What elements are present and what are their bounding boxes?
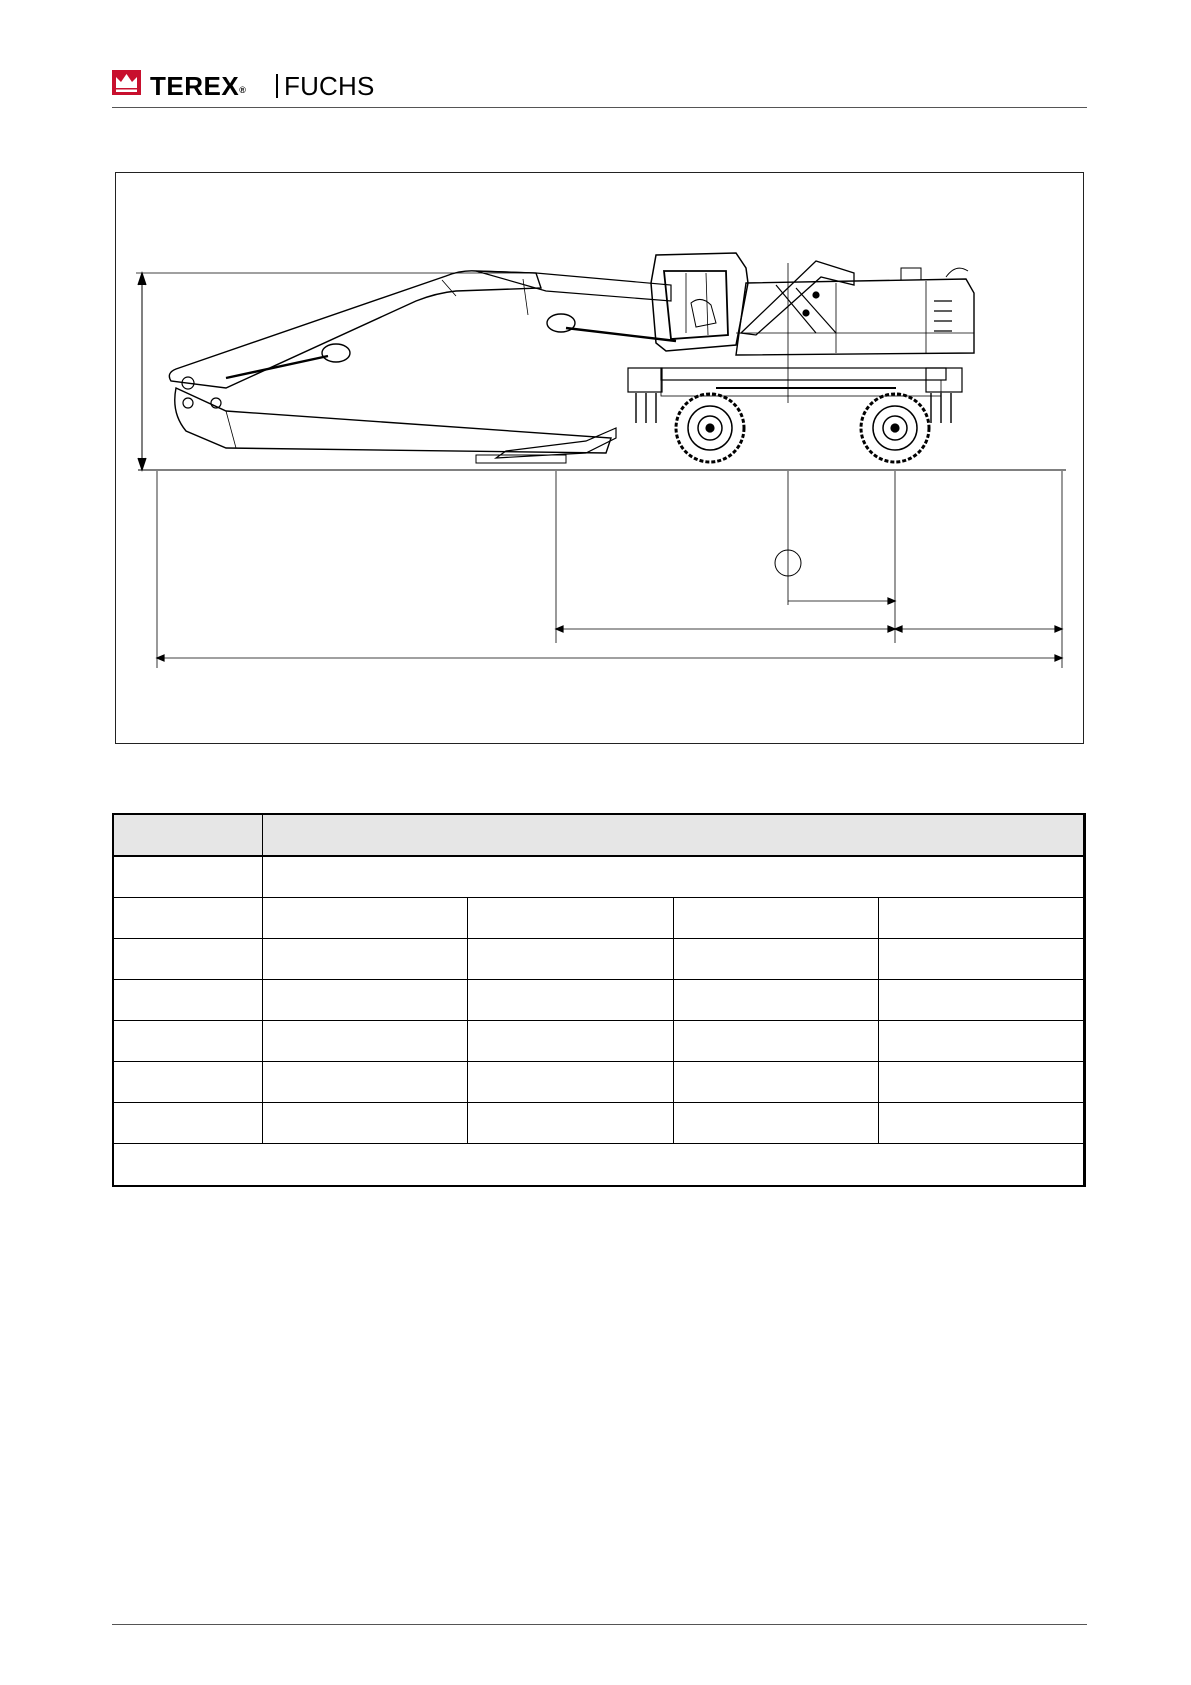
engine-grille <box>934 301 952 331</box>
table-note-cell <box>113 1144 1086 1187</box>
engine-housing <box>736 279 974 355</box>
hydraulic-cylinder-front <box>226 356 328 378</box>
table-cell <box>468 939 674 980</box>
header-rule <box>112 107 1087 108</box>
table-cell <box>263 856 1086 898</box>
table-row <box>113 980 1086 1021</box>
boom-upper <box>169 271 541 388</box>
footer-rule <box>112 1624 1087 1625</box>
table-header-row <box>113 814 1086 857</box>
table-row <box>113 1103 1086 1144</box>
table-cell <box>879 898 1086 939</box>
boom-support-frame <box>741 261 854 335</box>
page-header <box>112 68 1087 108</box>
table-cell <box>113 980 263 1021</box>
height-arrow-top <box>138 273 146 285</box>
cab-window <box>664 271 728 339</box>
excavator-side-view <box>116 173 1085 745</box>
table-row <box>113 1062 1086 1103</box>
front-wheel <box>676 394 744 462</box>
table-cell <box>263 939 468 980</box>
undercarriage-frame <box>661 368 946 380</box>
table-cell <box>674 980 879 1021</box>
table-cell <box>263 980 468 1021</box>
table-row <box>113 898 1086 939</box>
rear-wheel <box>861 394 929 462</box>
table-cell <box>263 898 468 939</box>
table-row <box>113 1021 1086 1062</box>
dimension-table <box>112 813 1086 1187</box>
table-cell <box>468 980 674 1021</box>
table-cell <box>113 898 263 939</box>
brand-separator <box>276 74 278 98</box>
table-cell <box>879 980 1086 1021</box>
table-cell <box>879 1062 1086 1103</box>
outrigger-front <box>628 368 662 392</box>
table-note-row <box>113 1144 1086 1187</box>
cylinder-mount-rear <box>547 314 575 332</box>
table-row <box>113 939 1086 980</box>
table-cell <box>879 939 1086 980</box>
table-cell <box>263 1021 468 1062</box>
table-cell <box>674 1062 879 1103</box>
table-subheader-row <box>113 856 1086 898</box>
table-cell <box>879 1103 1086 1144</box>
operator-seat <box>691 299 716 327</box>
table-cell <box>674 1021 879 1062</box>
table-cell <box>113 1062 263 1103</box>
table-cell <box>113 856 263 898</box>
terex-crown-icon <box>112 68 142 98</box>
table-cell <box>674 1103 879 1144</box>
brand-wordmark: TEREX® <box>150 71 247 101</box>
table-cell <box>468 1021 674 1062</box>
machine-dimension-drawing <box>115 172 1084 744</box>
hydraulic-cylinder-rear <box>566 328 676 341</box>
table-cell <box>468 1103 674 1144</box>
height-arrow-bottom <box>138 458 146 470</box>
table-cell <box>468 1062 674 1103</box>
table-cell <box>113 1021 263 1062</box>
table-cell <box>263 1103 468 1144</box>
table-header-cell <box>113 814 263 857</box>
brand-subname: FUCHS <box>284 71 375 101</box>
table-cell <box>263 1062 468 1103</box>
table-cell <box>468 898 674 939</box>
table-header-cell <box>263 814 1086 857</box>
table-cell <box>674 898 879 939</box>
table-cell <box>113 1103 263 1144</box>
table-cell <box>879 1021 1086 1062</box>
cylinder-mount-front <box>322 344 350 362</box>
boom-top-segment <box>476 271 671 301</box>
boom-lower-stick <box>175 388 611 453</box>
table-cell <box>113 939 263 980</box>
table-cell <box>674 939 879 980</box>
